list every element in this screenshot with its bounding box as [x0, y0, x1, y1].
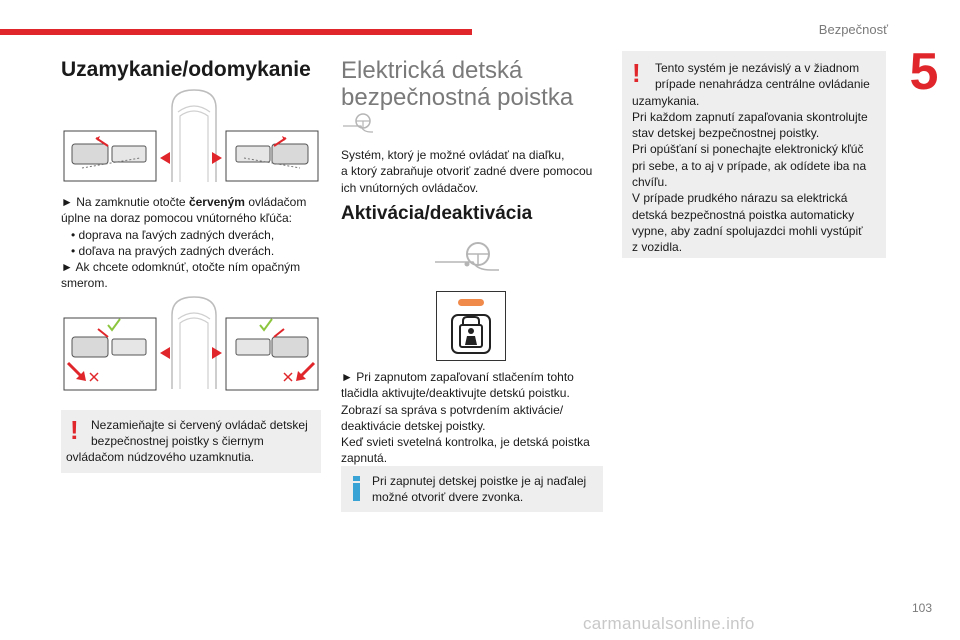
heading-lock-unlock: Uzamykanie/odomykanie	[61, 58, 311, 81]
intro-text: Systém, ktorý je možné ovládať na diaľku, a ktorý zabraňuje otvoriť zadné dvere pomocou ich vnútorných ovládačov.	[341, 148, 593, 195]
info-text: Pri zapnutej detskej poistke je aj naďalej možné otvoriť dvere zvonka.	[372, 474, 587, 505]
info-icon	[353, 476, 360, 501]
unlock-illustration	[60, 293, 322, 393]
warning-text-right: uzamykania. Pri každom zapnutí zapaľovania skontrolujte stav detskej bezpečnostnej poistky. Pri opúšťaní si ponechajte elektronický kľúč pri sebe, a to aj v prípade, ak odídete iba na chvíľu. V prípade prudkého nárazu sa elektrická detská bezpečnostná poistka automaticky vypne, aby zadní spolujazdci mohli vystúpiť z vozidla.	[632, 93, 868, 255]
page-number: 103	[911, 601, 932, 615]
lock-illustration	[60, 86, 322, 186]
warning-text-left: Nezamieňajte si červený ovládač detskej bezpečnostnej poistky s čiernym	[91, 418, 308, 449]
bullet-left-doors: • doprava na ľavých zadných dverách,	[71, 227, 275, 242]
steering-wheel-icon	[341, 112, 375, 136]
header-accent-bar	[0, 29, 472, 35]
warning-icon: !	[70, 415, 79, 445]
lock-instructions: ► Na zamknutie otočte červeným ovládačom úplne na doraz pomocou vnútorného kľúča: • doprava na ľavých zadných dverách, • doľava na pravých zadných dverách. ► Ak chcete odomknúť, otočte ním opačným smerom.	[61, 194, 321, 292]
bullet-right-doors: • doľava na pravých zadných dverách.	[71, 243, 275, 258]
chapter-number: 5	[909, 43, 939, 101]
child-lock-button-icon	[436, 291, 506, 361]
red-control-emphasis: červeným	[188, 195, 245, 209]
heading-electric-child-lock: Elektrická detská bezpečnostná poistka	[341, 57, 574, 111]
header-section-title: Bezpečnosť	[818, 22, 888, 37]
watermark: carmanualsonline.info	[583, 614, 755, 633]
dashboard-steering-wheel-icon	[433, 240, 503, 274]
warning-text-right-indent: Tento systém je nezávislý a v žiadnom prípade nenahrádza centrálne ovládanie	[655, 61, 870, 92]
activation-instructions: ► Pri zapnutom zapaľovaní stlačením tohto tlačidla aktivujte/deaktivujte detskú poistku. Zobrazí sa správa s potvrdením aktivácie/ deaktivácie detskej poistky. Keď svieti svetelná kontrolka, je detská poistka zapnutá.	[341, 370, 590, 466]
warning-icon: !	[632, 58, 641, 88]
heading-activation: Aktivácia/deaktivácia	[341, 203, 533, 224]
